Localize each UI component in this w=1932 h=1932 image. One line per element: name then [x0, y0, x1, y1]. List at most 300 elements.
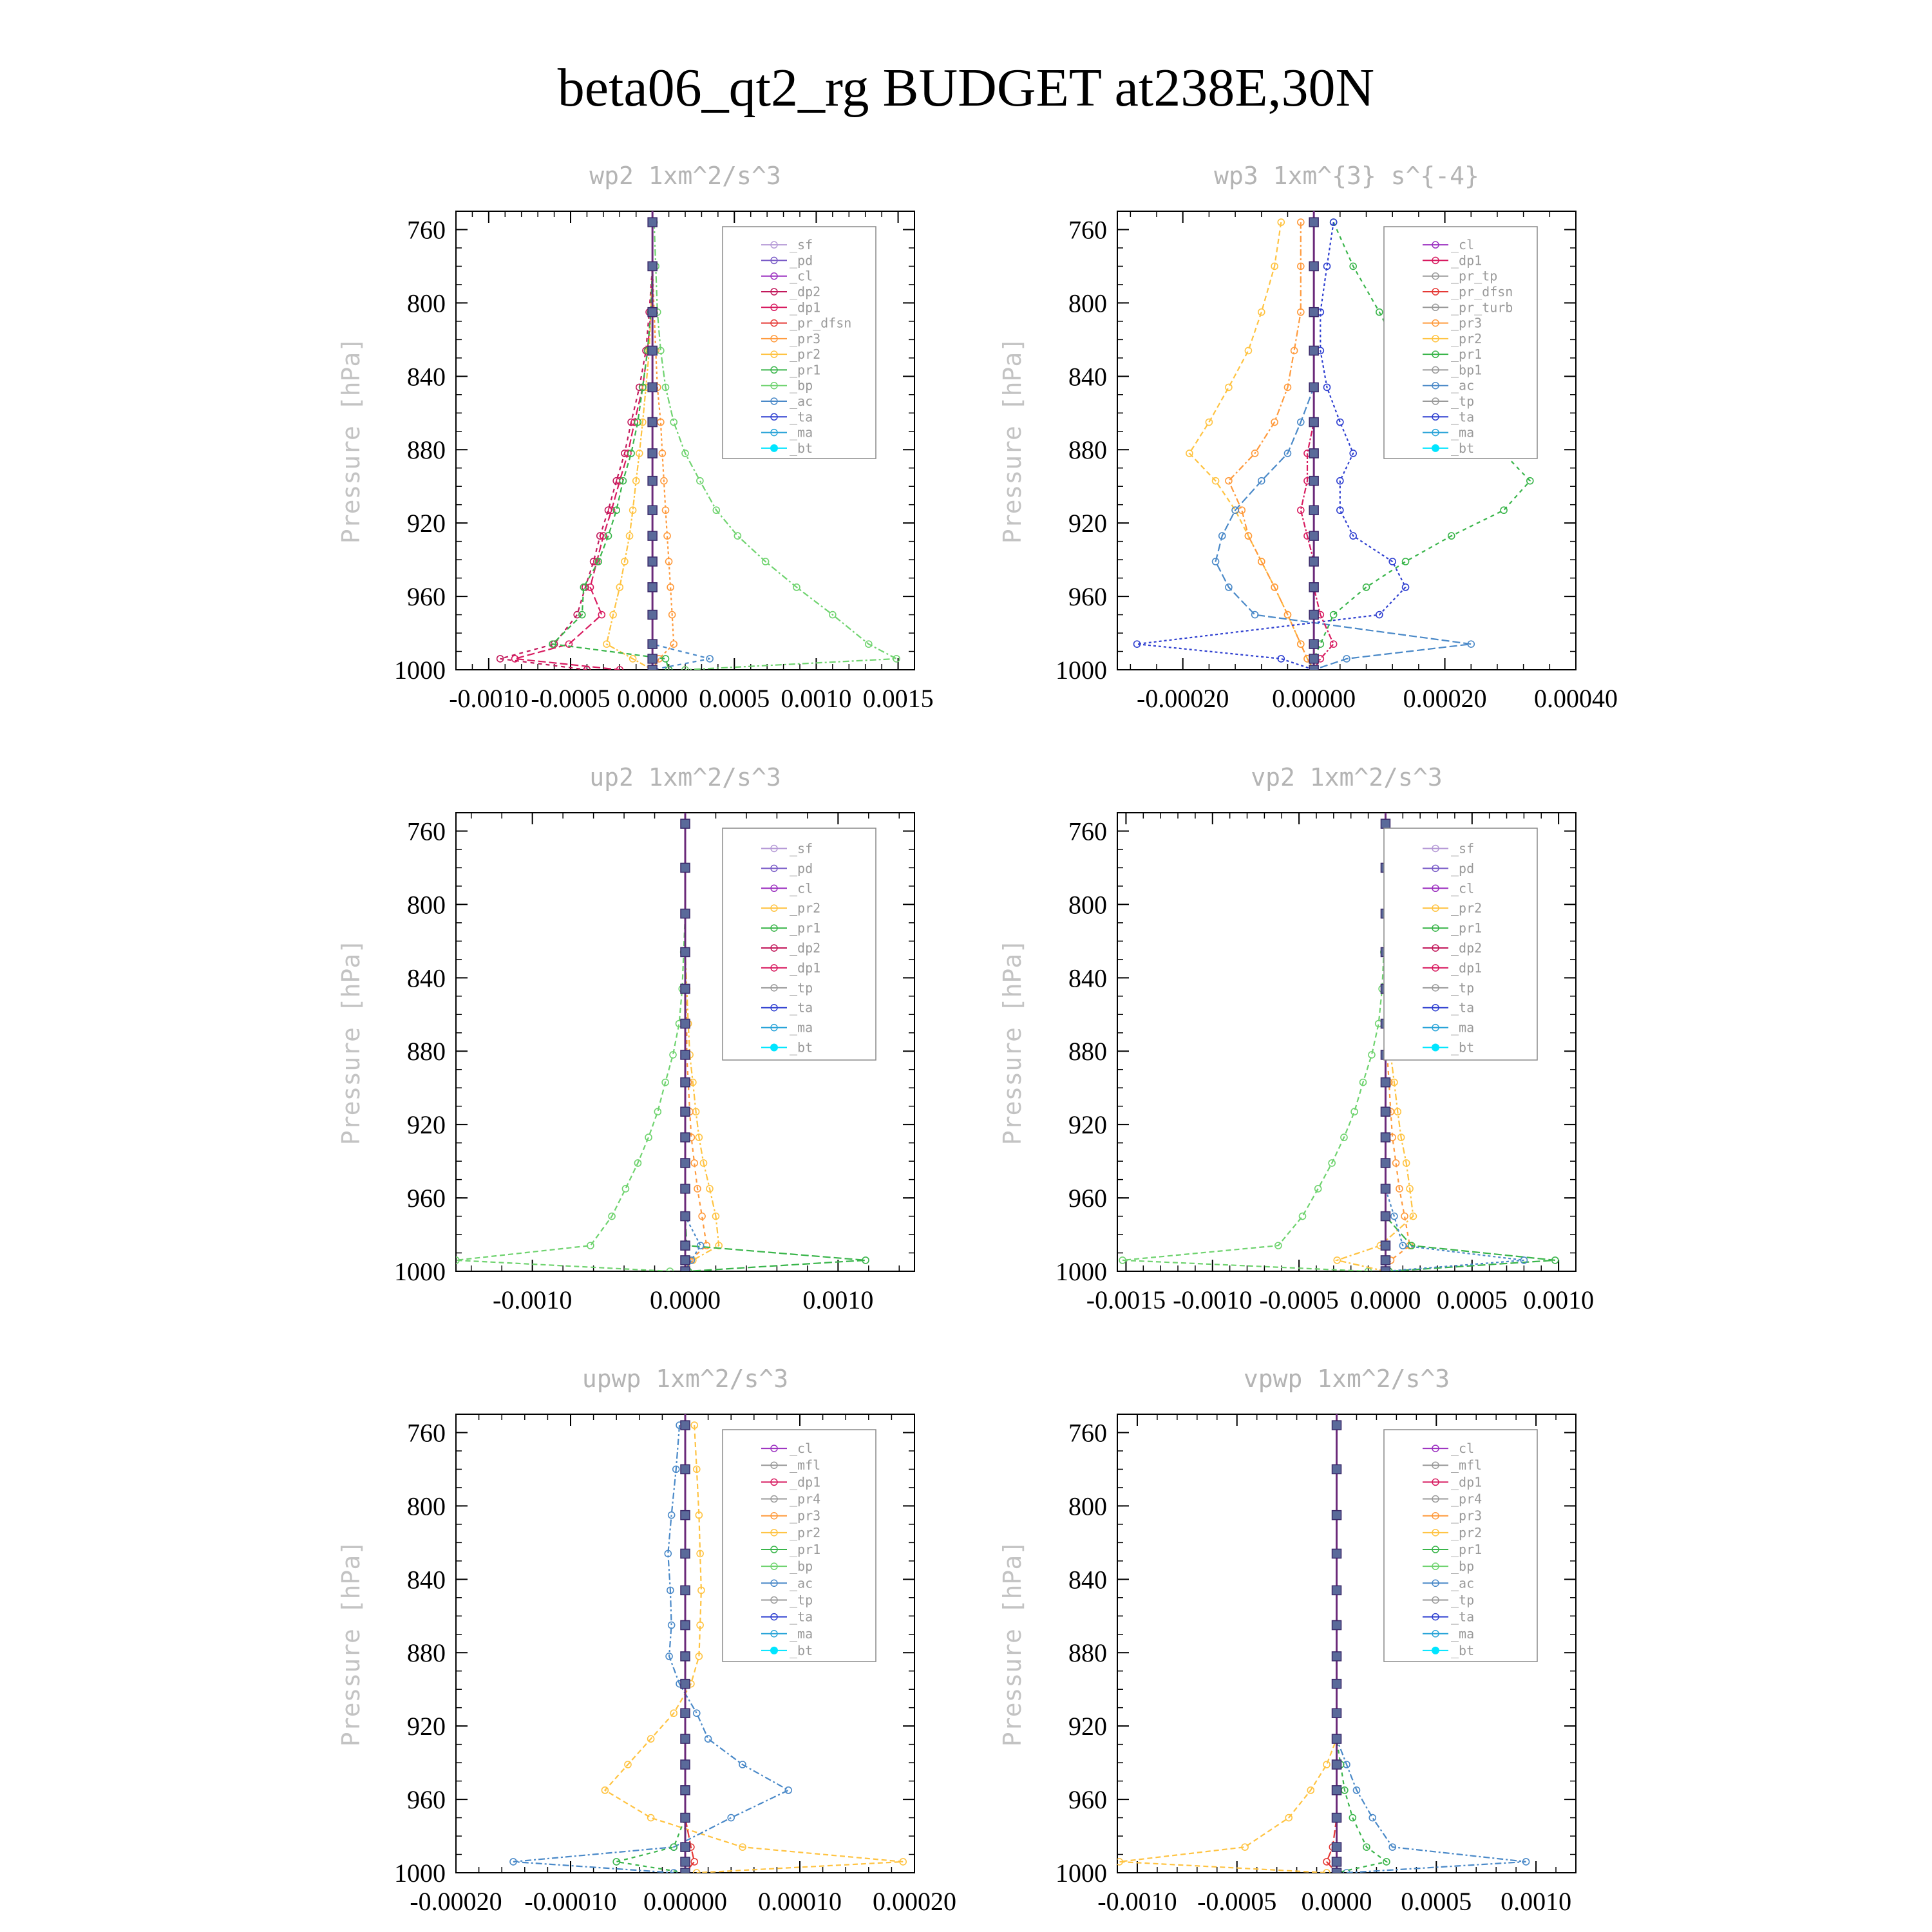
zero-marker — [648, 218, 657, 227]
series-line-dp1 — [456, 824, 685, 1271]
zero-marker — [648, 583, 657, 592]
legend-label: _sf — [790, 237, 813, 253]
series-line-pr1 — [1119, 1425, 1336, 1873]
x-tick-label: 0.0005 — [1436, 1285, 1508, 1314]
legend-label: _bt — [790, 1039, 813, 1056]
panel-5 — [337, 1365, 956, 1916]
zero-marker — [681, 1621, 690, 1630]
y-axis-label: Pressure [hPa] — [998, 337, 1027, 544]
y-tick-label: 800 — [1068, 289, 1107, 318]
zero-marker — [1309, 583, 1318, 592]
data-point — [1337, 419, 1343, 426]
zero-marker — [681, 819, 690, 828]
legend-label: _pr2 — [1451, 330, 1482, 346]
legend-marker — [770, 1647, 778, 1654]
zero-marker — [648, 557, 657, 566]
zero-marker — [681, 1019, 690, 1028]
legend-label: _ma — [1451, 1625, 1475, 1642]
zero-marker — [1332, 1652, 1341, 1661]
legend-label: _cl — [1451, 237, 1475, 253]
zero-marker — [648, 346, 657, 355]
legend-marker — [770, 1044, 778, 1052]
panel-3 — [337, 763, 914, 1314]
data-point — [1331, 641, 1337, 647]
legend-marker — [1432, 1647, 1439, 1654]
legend-label: _pr1 — [790, 920, 821, 936]
data-point — [694, 1710, 700, 1716]
zero-marker — [1309, 383, 1318, 392]
y-tick-label: 760 — [1068, 215, 1107, 245]
data-point — [1323, 1761, 1330, 1768]
y-tick-label: 920 — [407, 509, 446, 538]
legend-label: _pr2 — [790, 346, 821, 363]
legend-label: _pr4 — [790, 1491, 821, 1507]
zero-marker — [1381, 1133, 1390, 1142]
legend-label: _ma — [790, 424, 813, 440]
legend-label: _pr2 — [790, 900, 821, 916]
legend-marker — [1432, 444, 1439, 452]
data-point — [1226, 478, 1232, 484]
zero-marker — [648, 308, 657, 317]
x-tick-label: -0.00010 — [524, 1887, 617, 1916]
panel-title: wp3 1xm^{3} s^{-4} — [1214, 162, 1479, 190]
legend-label: _pr3 — [1451, 315, 1482, 331]
data-point — [1369, 1815, 1376, 1821]
zero-marker — [648, 611, 657, 620]
legend-label: _ac — [1451, 1575, 1475, 1591]
data-point — [668, 1622, 675, 1629]
series-line-pr1 — [553, 222, 669, 670]
y-tick-label: 760 — [1068, 1418, 1107, 1448]
legend-label: _pr_turb — [1451, 299, 1513, 316]
series-line-pr3 — [652, 222, 674, 670]
legend-label: _pr3 — [1451, 1508, 1482, 1524]
legend-label: _cl — [790, 1441, 813, 1457]
data-point — [728, 1815, 734, 1821]
zero-marker — [648, 531, 657, 540]
zero-marker — [1309, 506, 1318, 515]
zero-marker — [648, 654, 657, 663]
legend-label: _tp — [790, 980, 813, 996]
legend-label: _bp1 — [1451, 362, 1482, 378]
zero-marker — [681, 1241, 690, 1250]
zero-marker — [1309, 218, 1318, 227]
legend-label: _pr1 — [1451, 346, 1482, 363]
legend-label: _bt — [1451, 1642, 1475, 1658]
legend-label: _sf — [1451, 840, 1475, 857]
data-point — [691, 1859, 697, 1865]
x-tick-label: -0.0005 — [531, 684, 611, 713]
zero-marker — [681, 1842, 690, 1852]
legend-label: _pd — [790, 252, 813, 269]
panel-title: up2 1xm^2/s^3 — [589, 763, 781, 791]
zero-marker — [1309, 346, 1318, 355]
legend-label: _ac — [1451, 377, 1475, 393]
x-tick-label: 0.0010 — [802, 1285, 874, 1314]
zero-marker — [1381, 1267, 1390, 1276]
y-tick-label: 840 — [1068, 963, 1107, 993]
x-tick-label: 0.0000 — [617, 684, 688, 713]
legend-label: _bp — [790, 377, 813, 393]
data-point — [734, 533, 741, 539]
y-tick-label: 800 — [1068, 1492, 1107, 1521]
x-tick-label: 0.0000 — [650, 1285, 721, 1314]
zero-marker — [1381, 1212, 1390, 1221]
data-point — [1299, 1213, 1305, 1220]
series-line-dp1 — [1122, 824, 1385, 1271]
zero-marker — [1381, 1078, 1390, 1087]
zero-marker — [681, 1212, 690, 1221]
panel-4 — [998, 763, 1594, 1314]
legend-label: _pr1 — [790, 362, 821, 378]
zero-marker — [681, 1586, 690, 1595]
y-tick-label: 1000 — [1056, 1859, 1107, 1888]
zero-marker — [681, 1709, 690, 1718]
data-point — [1331, 612, 1337, 618]
zero-marker — [681, 1814, 690, 1823]
zero-marker — [681, 1256, 690, 1265]
y-axis-label: Pressure [hPa] — [337, 337, 365, 544]
zero-marker — [1381, 1241, 1390, 1250]
legend-label: _pr_dfsn — [1451, 284, 1513, 299]
x-tick-label: -0.0010 — [449, 684, 529, 713]
legend-label: _pr_dfsn — [790, 315, 852, 331]
zero-marker — [1381, 1184, 1390, 1193]
zero-marker — [681, 1652, 690, 1661]
x-tick-label: 0.00020 — [1403, 684, 1487, 713]
y-tick-label: 760 — [407, 1418, 446, 1448]
zero-marker — [1309, 308, 1318, 317]
y-tick-label: 840 — [407, 1565, 446, 1595]
y-tick-label: 960 — [1068, 1785, 1107, 1815]
x-tick-label: -0.0010 — [1097, 1887, 1177, 1916]
legend-label: _pr2 — [1451, 1524, 1482, 1540]
x-tick-label: -0.00020 — [1137, 684, 1229, 713]
y-tick-label: 840 — [1068, 1565, 1107, 1595]
x-tick-label: 0.0000 — [1301, 1887, 1372, 1916]
series-line-pr2 — [685, 824, 706, 1271]
x-tick-label: 0.0010 — [1523, 1285, 1595, 1314]
zero-marker — [1309, 418, 1318, 427]
zero-marker — [648, 261, 657, 270]
zero-marker — [681, 1786, 690, 1795]
x-tick-label: -0.0015 — [1086, 1285, 1166, 1314]
legend-label: _bp — [790, 1558, 813, 1575]
data-point — [705, 1736, 712, 1742]
x-tick-label: -0.0010 — [1173, 1285, 1253, 1314]
legend-label: _dp1 — [790, 299, 821, 316]
panel-6 — [998, 1365, 1576, 1916]
zero-marker — [1332, 1814, 1341, 1823]
zero-marker — [1309, 261, 1318, 270]
legend-label: _ta — [790, 409, 813, 425]
x-tick-label: 0.00040 — [1534, 684, 1618, 713]
data-point — [645, 1134, 652, 1141]
legend-label: _dp1 — [1451, 1474, 1482, 1490]
legend-label: _dp1 — [1451, 252, 1482, 269]
legend-label: _ac — [790, 393, 813, 409]
zero-marker — [681, 909, 690, 918]
y-tick-label: 1000 — [1056, 656, 1107, 685]
zero-marker — [1332, 1421, 1341, 1430]
panel-title: vp2 1xm^2/s^3 — [1251, 763, 1443, 791]
zero-marker — [1381, 1159, 1390, 1168]
page-title: beta06_qt2_rg BUDGET at238E,30N — [557, 58, 1375, 118]
legend-label: _ac — [790, 1575, 813, 1591]
legend-label: _bp — [1451, 1558, 1475, 1575]
legend-label: _ma — [1451, 424, 1475, 440]
zero-marker — [681, 1050, 690, 1059]
y-tick-label: 880 — [1068, 435, 1107, 465]
y-tick-label: 840 — [407, 362, 446, 392]
data-point — [587, 1242, 594, 1249]
legend-label: _dp1 — [1451, 960, 1482, 976]
data-point — [598, 612, 605, 618]
y-tick-label: 880 — [407, 1638, 446, 1668]
zero-marker — [648, 506, 657, 515]
data-point — [622, 1186, 629, 1192]
zero-marker — [681, 1159, 690, 1168]
zero-marker — [1381, 1107, 1390, 1116]
y-tick-label: 760 — [407, 817, 446, 846]
x-tick-label: 0.00020 — [873, 1887, 956, 1916]
y-tick-label: 960 — [1068, 1184, 1107, 1213]
y-tick-label: 760 — [407, 215, 446, 245]
data-point — [1226, 384, 1232, 390]
data-point — [1403, 558, 1409, 565]
y-tick-label: 920 — [407, 1712, 446, 1741]
y-axis-label: Pressure [hPa] — [998, 938, 1027, 1146]
legend-label: _pr4 — [1451, 1491, 1482, 1507]
zero-marker — [1309, 557, 1318, 566]
series-line-dp1 — [515, 222, 653, 670]
zero-marker — [1332, 1857, 1341, 1866]
legend-label: _tp — [1451, 1592, 1475, 1608]
data-point — [785, 1787, 791, 1794]
legend-label: _ma — [790, 1625, 813, 1642]
x-tick-label: 0.0015 — [862, 684, 934, 713]
zero-marker — [681, 1857, 690, 1866]
y-tick-label: 880 — [1068, 1638, 1107, 1668]
y-axis-label: Pressure [hPa] — [337, 938, 365, 1146]
y-tick-label: 840 — [407, 963, 446, 993]
zero-marker — [681, 1184, 690, 1193]
x-tick-label: 0.00000 — [643, 1887, 727, 1916]
series-line-bp — [616, 1425, 685, 1873]
zero-marker — [1309, 531, 1318, 540]
legend-label: _ta — [1451, 1609, 1475, 1625]
zero-marker — [1332, 1868, 1341, 1877]
x-tick-label: 0.0000 — [1350, 1285, 1421, 1314]
zero-marker — [1309, 654, 1318, 663]
legend-label: _ta — [1451, 999, 1475, 1016]
legend-label: _tp — [790, 1592, 813, 1608]
panel-title: upwp 1xm^2/s^3 — [582, 1365, 789, 1393]
series-line-ta — [1137, 222, 1406, 670]
legend-label: _pr1 — [790, 1542, 821, 1557]
zero-marker — [681, 1760, 690, 1769]
data-point — [1501, 507, 1507, 513]
zero-marker — [1332, 1586, 1341, 1595]
x-tick-label: 0.0010 — [1501, 1887, 1572, 1916]
zero-marker — [1332, 1786, 1341, 1795]
legend-label: _tp — [1451, 393, 1475, 409]
legend-label: _pd — [1451, 860, 1475, 876]
zero-marker — [1332, 1842, 1341, 1852]
legend-label: _cl — [790, 880, 813, 896]
legend-label: _pr2 — [1451, 900, 1482, 916]
series-line-pr4 — [685, 1425, 694, 1873]
legend-label: _pr1 — [1451, 920, 1482, 936]
legend-label: _mfl — [1451, 1457, 1482, 1473]
legend-label: _mfl — [790, 1457, 821, 1473]
data-point — [1206, 419, 1212, 426]
y-tick-label: 920 — [1068, 509, 1107, 538]
zero-marker — [648, 449, 657, 458]
zero-marker — [681, 1549, 690, 1558]
zero-marker — [1332, 1464, 1341, 1473]
zero-marker — [648, 665, 657, 674]
panel-2 — [998, 162, 1618, 713]
series-line-pr2 — [1189, 222, 1314, 670]
zero-marker — [1332, 1549, 1341, 1558]
zero-marker — [648, 383, 657, 392]
panel-title: wp2 1xm^2/s^3 — [589, 162, 781, 190]
data-point — [697, 1242, 704, 1249]
legend-label: _dp2 — [790, 940, 821, 956]
data-point — [697, 478, 703, 484]
legend-label: _cl — [1451, 880, 1475, 896]
series-line-tp — [685, 824, 701, 1271]
legend-label: _dp1 — [790, 1474, 821, 1490]
y-tick-label: 1000 — [394, 1257, 446, 1286]
zero-marker — [681, 1107, 690, 1116]
y-tick-label: 800 — [407, 289, 446, 318]
legend-label: _pr1 — [1451, 1542, 1482, 1557]
y-tick-label: 960 — [1068, 582, 1107, 612]
y-tick-label: 880 — [407, 435, 446, 465]
y-tick-label: 960 — [407, 582, 446, 612]
legend-label: _pr_tp — [1451, 268, 1498, 284]
legend-label: _dp2 — [1451, 940, 1482, 956]
zero-marker — [681, 1868, 690, 1877]
x-tick-label: -0.0010 — [493, 1285, 573, 1314]
legend-label: _pr3 — [790, 330, 821, 346]
legend-label: _bt — [1451, 1039, 1475, 1056]
legend-label: _ta — [790, 1609, 813, 1625]
legend-label: _ma — [1451, 1019, 1475, 1036]
panel-title: vpwp 1xm^2/s^3 — [1243, 1365, 1450, 1393]
legend-label: _bt — [790, 440, 813, 456]
legend-label: _pr3 — [790, 1508, 821, 1524]
zero-marker — [1332, 1709, 1341, 1718]
legend-label: _ma — [790, 1019, 813, 1036]
y-axis-label: Pressure [hPa] — [998, 1540, 1027, 1747]
zero-marker — [1332, 1511, 1341, 1520]
zero-marker — [1309, 665, 1318, 674]
zero-marker — [681, 1267, 690, 1276]
legend-label: _bt — [790, 1642, 813, 1658]
y-tick-label: 920 — [407, 1110, 446, 1140]
legend-label: _pr2 — [790, 1524, 821, 1540]
legend-label: _ta — [790, 999, 813, 1016]
zero-marker — [1332, 1680, 1341, 1689]
y-tick-label: 920 — [1068, 1110, 1107, 1140]
zero-marker — [1332, 1621, 1341, 1630]
zero-marker — [681, 863, 690, 872]
zero-marker — [648, 418, 657, 427]
zero-marker — [648, 477, 657, 486]
data-point — [1245, 347, 1251, 354]
zero-marker — [1309, 477, 1318, 486]
y-tick-label: 800 — [1068, 890, 1107, 920]
series-line-dp1 — [1301, 222, 1334, 670]
zero-marker — [1309, 449, 1318, 458]
y-tick-label: 840 — [1068, 362, 1107, 392]
zero-marker — [681, 1464, 690, 1473]
y-tick-label: 1000 — [394, 1859, 446, 1888]
zero-marker — [681, 1421, 690, 1430]
x-tick-label: -0.0005 — [1197, 1887, 1277, 1916]
x-tick-label: -0.00020 — [410, 1887, 502, 1916]
legend-label: _tp — [1451, 980, 1475, 996]
series-line-pr1 — [1229, 222, 1314, 670]
zero-marker — [681, 1078, 690, 1087]
zero-marker — [681, 1511, 690, 1520]
panel-1 — [337, 162, 934, 713]
data-point — [1252, 612, 1258, 618]
legend-label: _pd — [790, 860, 813, 876]
zero-marker — [681, 1680, 690, 1689]
series-line-pr4 — [1327, 1425, 1337, 1873]
legend-label: _dp2 — [790, 284, 821, 299]
legend-label: _ta — [1451, 409, 1475, 425]
zero-marker — [681, 1734, 690, 1743]
y-tick-label: 800 — [407, 890, 446, 920]
y-tick-label: 960 — [407, 1785, 446, 1815]
y-tick-label: 960 — [407, 1184, 446, 1213]
y-tick-label: 1000 — [1056, 1257, 1107, 1286]
series-line-pr1 — [685, 824, 719, 1271]
zero-marker — [1309, 639, 1318, 649]
legend-label: _dp1 — [790, 960, 821, 976]
x-tick-label: 0.00010 — [758, 1887, 842, 1916]
legend-label: _bt — [1451, 440, 1475, 456]
data-point — [648, 1815, 654, 1821]
series-line-ac — [652, 222, 710, 670]
zero-marker — [1332, 1734, 1341, 1743]
legend-marker — [770, 444, 778, 452]
x-tick-label: 0.0010 — [781, 684, 852, 713]
x-tick-label: 0.00000 — [1272, 684, 1356, 713]
legend-label: _cl — [1451, 1441, 1475, 1457]
y-tick-label: 760 — [1068, 817, 1107, 846]
x-tick-label: 0.0005 — [699, 684, 770, 713]
zero-marker — [681, 1133, 690, 1142]
zero-marker — [1309, 611, 1318, 620]
zero-marker — [1381, 819, 1390, 828]
y-tick-label: 800 — [407, 1492, 446, 1521]
legend-label: _cl — [790, 268, 813, 284]
legend-label: _sf — [790, 840, 813, 857]
y-tick-label: 880 — [407, 1037, 446, 1066]
zero-marker — [681, 984, 690, 993]
legend-marker — [1432, 1044, 1439, 1052]
y-tick-label: 1000 — [394, 656, 446, 685]
y-tick-label: 880 — [1068, 1037, 1107, 1066]
y-axis-label: Pressure [hPa] — [337, 1540, 365, 1747]
zero-marker — [1381, 1256, 1390, 1265]
